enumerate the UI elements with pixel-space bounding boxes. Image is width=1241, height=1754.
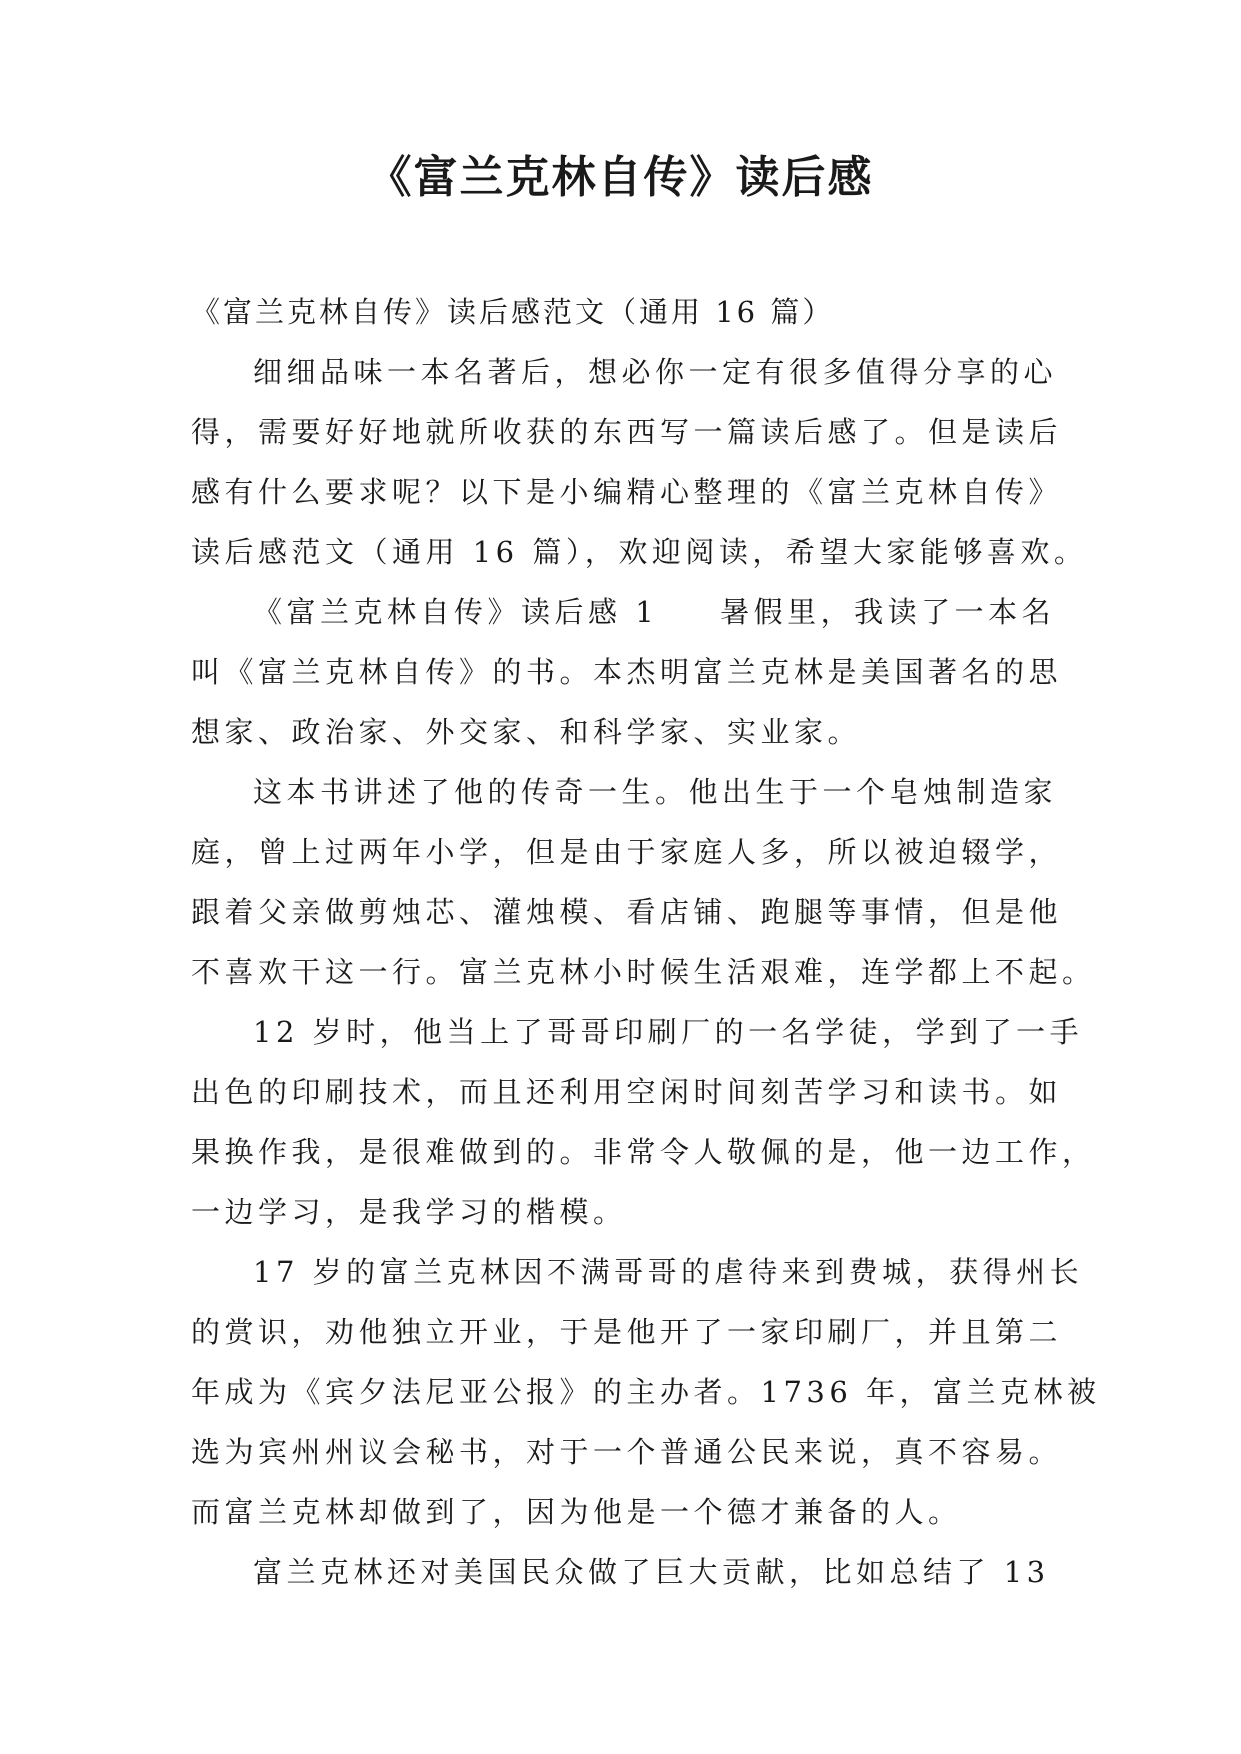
section-heading: 《富兰克林自传》读后感 1 bbox=[253, 595, 659, 629]
text-line: 年成为《宾夕法尼亚公报》的主办者。1736 年，富兰克林被 bbox=[191, 1375, 1101, 1409]
text-line: 叫《富兰克林自传》的书。本杰明富兰克林是美国著名的思 bbox=[191, 655, 1063, 689]
text-line: 感有什么要求呢？以下是小编精心整理的《富兰克林自传》 bbox=[191, 475, 1063, 509]
text-line: 这本书讲述了他的传奇一生。他出生于一个皂烛制造家 bbox=[253, 775, 1058, 809]
text-line: 果换作我，是很难做到的。非常令人敬佩的是，他一边工作， bbox=[191, 1135, 1096, 1169]
text-line: 的赏识，劝他独立开业，于是他开了一家印刷厂，并且第二 bbox=[191, 1315, 1063, 1349]
subtitle-line: 《富兰克林自传》读后感范文（通用 16 篇） bbox=[191, 295, 835, 329]
text-line: 读后感范文（通用 16 篇），欢迎阅读，希望大家能够喜欢。 bbox=[191, 535, 1088, 569]
text-line: 出色的印刷技术，而且还利用空闲时间刻苦学习和读书。如 bbox=[191, 1075, 1063, 1109]
section-heading-line bbox=[191, 582, 1056, 642]
text-line: 庭，曾上过两年小学，但是由于家庭人多，所以被迫辍学， bbox=[191, 835, 1063, 869]
text-line: 选为宾州州议会秘书，对于一个普通公民来说，真不容易。 bbox=[191, 1435, 1063, 1469]
text-line: 暑假里，我读了一本名 bbox=[720, 595, 1056, 629]
text-line: 细细品味一本名著后，想必你一定有很多值得分享的心 bbox=[253, 355, 1058, 389]
document-title: 《富兰克林自传》读后感 bbox=[367, 152, 874, 203]
text-line: 12 岁时，他当上了哥哥印刷厂的一名学徒，学到了一手 bbox=[253, 1015, 1084, 1049]
text-line: 17 岁的富兰克林因不满哥哥的虐待来到费城，获得州长 bbox=[253, 1255, 1084, 1289]
document-body bbox=[191, 282, 1101, 1602]
text-line: 富兰克林还对美国民众做了巨大贡献，比如总结了 13 bbox=[253, 1555, 1050, 1589]
text-line: 想家、政治家、外交家、和科学家、实业家。 bbox=[191, 715, 862, 749]
text-line: 得，需要好好地就所收获的东西写一篇读后感了。但是读后 bbox=[191, 415, 1063, 449]
text-line: 而富兰克林却做到了，因为他是一个德才兼备的人。 bbox=[191, 1495, 962, 1529]
text-line: 不喜欢干这一行。富兰克林小时候生活艰难，连学都上不起。 bbox=[191, 955, 1096, 989]
text-line: 跟着父亲做剪烛芯、灌烛模、看店铺、跑腿等事情，但是他 bbox=[191, 895, 1063, 929]
text-line: 一边学习，是我学习的楷模。 bbox=[191, 1195, 627, 1229]
